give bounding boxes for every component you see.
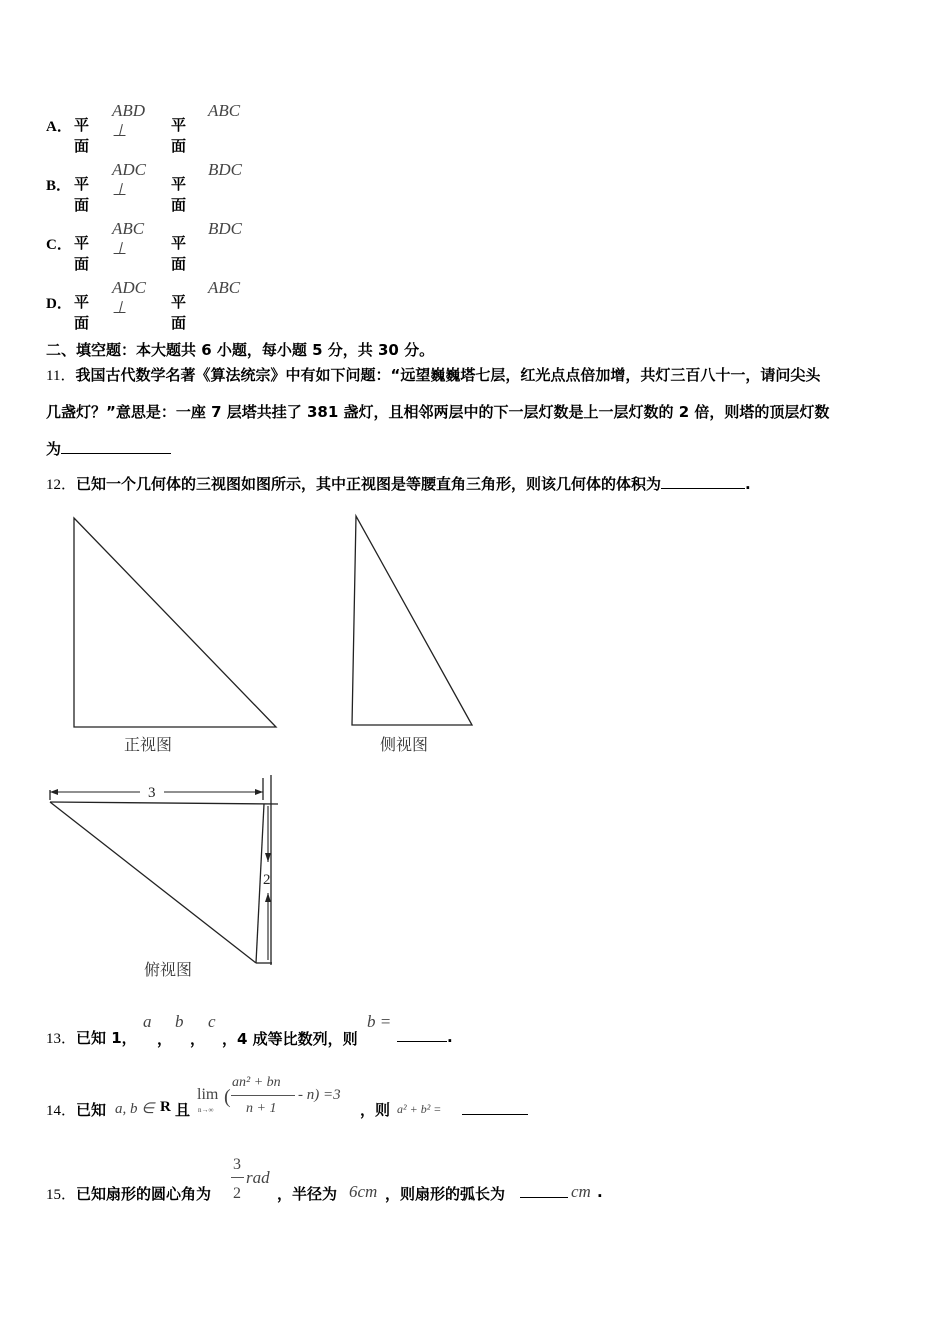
plane-text: 平面	[171, 175, 187, 214]
question-text: ，半径为	[277, 1185, 338, 1203]
reals-R: R	[160, 1099, 171, 1115]
lim-text: lim	[197, 1086, 219, 1103]
limit-tail: - n) =3	[298, 1087, 341, 1103]
plane-text: 平面	[171, 293, 187, 332]
plane-expr: ABC ⊥	[112, 219, 145, 258]
question-text: 且	[175, 1101, 191, 1119]
plane-text: 平面	[74, 234, 90, 273]
question-number: 15．	[46, 1187, 77, 1203]
plane-expr: ADC ⊥	[112, 278, 146, 317]
comma: ，	[157, 1030, 173, 1048]
question-number: 14．	[46, 1103, 77, 1119]
option-label: B．	[46, 178, 72, 194]
question-number: 11．	[46, 368, 76, 384]
answer-blank	[520, 1183, 568, 1198]
question-text: 为	[46, 440, 62, 458]
question-text: 已知扇形的圆心角为	[76, 1185, 212, 1203]
plane-expr: ABC	[208, 101, 241, 120]
var-a: a	[143, 1012, 152, 1031]
plane-expr: ADC ⊥	[112, 160, 146, 199]
section-heading: 二、填空题：本大题共 6 小题，每小题 5 分，共 30 分。	[46, 341, 435, 359]
plane-text: 平面	[171, 116, 187, 155]
front-view-label: 正视图	[124, 735, 173, 754]
question-text: ，则	[360, 1101, 391, 1119]
ask-expr: a² + b² =	[397, 1102, 442, 1116]
expr-b: b =	[367, 1012, 392, 1031]
plane-text: 平面	[74, 175, 90, 214]
question-13	[46, 1027, 137, 1048]
answer-blank	[397, 1027, 447, 1042]
option-label: D．	[46, 296, 72, 312]
fraction-bar	[231, 1095, 295, 1096]
plane-expr: ABD ⊥	[112, 101, 146, 140]
dimension-2: 2	[263, 872, 271, 888]
fraction-numerator: an² + bn	[232, 1075, 281, 1090]
fraction-denominator: n + 1	[246, 1101, 277, 1116]
answer-line	[397, 1027, 453, 1046]
question-number: 12．	[46, 477, 77, 493]
side-view-triangle	[352, 516, 472, 725]
question-text: 已知 1，	[76, 1029, 137, 1047]
comma: ，	[190, 1030, 206, 1048]
paren-open: (	[224, 1086, 231, 1108]
plane-text: 平面	[74, 116, 90, 155]
option-label: A．	[46, 119, 72, 135]
lim-sub: n→∞	[198, 1106, 214, 1114]
angle-numerator: 3	[233, 1156, 241, 1173]
plane-expr: BDC	[208, 219, 242, 238]
side-view-label: 侧视图	[380, 735, 429, 754]
dimension-3: 3	[148, 785, 156, 801]
var-b: b	[175, 1012, 184, 1031]
plane-text: 平面	[74, 293, 90, 332]
question-text: 我国古代数学名著《算法统宗》中有如下问题：“远望巍巍塔七层，红光点点倍加增，共灯三百八十一，请问尖头	[75, 366, 821, 384]
top-view	[50, 775, 278, 965]
answer-blank	[462, 1100, 528, 1115]
question-text: ，则扇形的弧长为	[385, 1185, 506, 1203]
question-text: 已知	[76, 1101, 107, 1119]
question-text: ，4 成等比数列，则	[222, 1030, 358, 1048]
question-11-line2: 几盏灯？”意思是：一座 7 层塔共挂了 381 盏灯，且相邻两层中的下一层灯数是上一层灯数的 2 倍，则塔的顶层灯数	[46, 403, 830, 421]
question-14	[46, 1099, 106, 1120]
question-text: 已知一个几何体的三视图如图所示，其中正视图是等腰直角三角形，则该几何体的体积为	[76, 475, 662, 493]
vars-ab: a, b ∈	[115, 1101, 155, 1117]
rad-unit: rad	[246, 1168, 270, 1187]
plane-text: 平面	[171, 234, 187, 273]
front-view-triangle	[74, 518, 276, 727]
question-15	[46, 1183, 211, 1204]
question-number: 13．	[46, 1031, 77, 1047]
answer-line	[462, 1100, 528, 1119]
answer-line	[520, 1183, 568, 1202]
option-label: C．	[46, 237, 72, 253]
period: .	[447, 1028, 453, 1046]
fraction-bar	[231, 1177, 244, 1178]
arc-unit: cm	[571, 1182, 591, 1201]
plane-expr: BDC	[208, 160, 242, 179]
period: .	[745, 475, 751, 493]
radius-value: 6cm	[349, 1182, 378, 1201]
plane-expr: ABC	[208, 278, 241, 297]
period: .	[597, 1183, 603, 1201]
var-c: c	[208, 1012, 216, 1031]
top-view-label: 俯视图	[144, 960, 193, 979]
angle-denominator: 2	[233, 1185, 241, 1202]
